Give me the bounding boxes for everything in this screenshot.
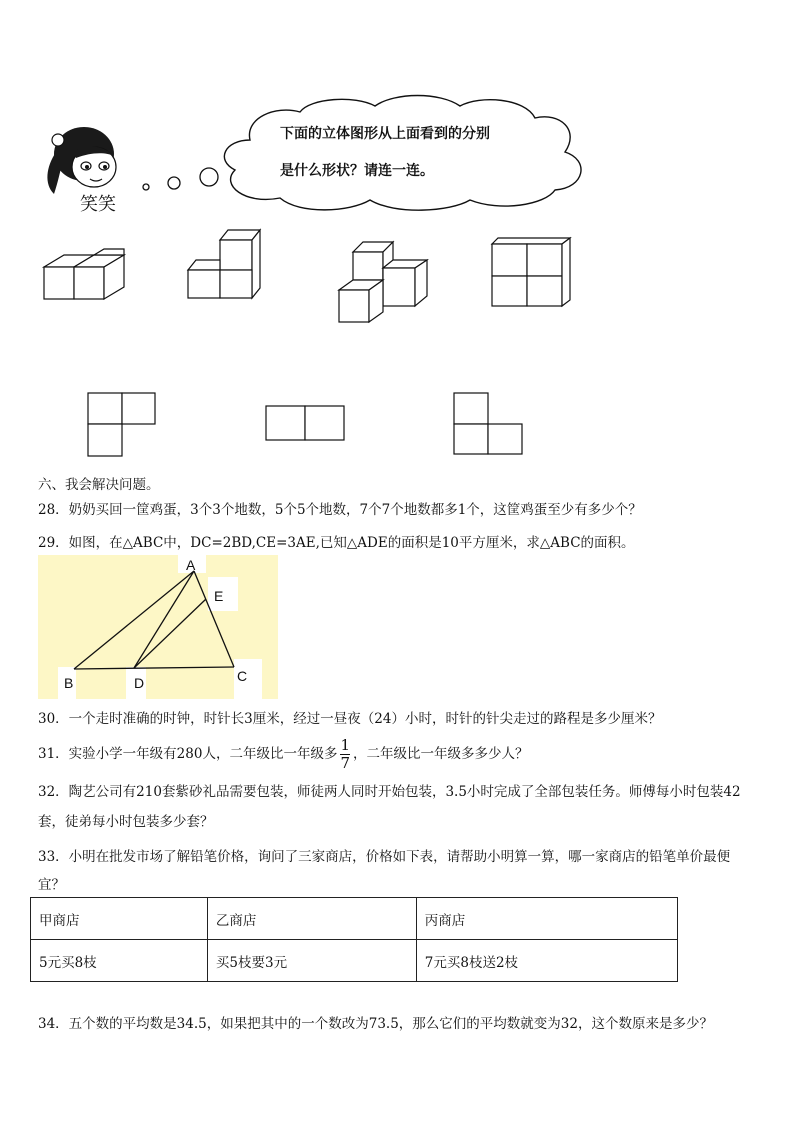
table-cell: 5元买8枝 [31,940,208,982]
vertex-label-b: B [64,675,74,691]
table-header-cell: 丙商店 [416,898,677,940]
vertex-label-c: C [237,668,248,684]
table-cell: 买5枝要3元 [207,940,416,982]
fraction-numerator: 1 [340,736,350,754]
question-32-line2: 套，徒弟每小时包装多少套？ [38,814,214,830]
girl-label: 笑笑 [80,194,116,215]
solid-figure-1 [44,245,124,301]
question-30: 30．一个走时准确的时钟，时针长3厘米，经过一昼夜（24）小时，时针的针尖走过的路程是多少厘米？ [38,711,662,727]
question-29: 29．如图，在△ABC中，DC=2BD,CE=3AE,已知△ADE的面积是10平方厘米，求△ABC的面积。 [38,535,635,551]
solid-figure-3 [339,238,429,324]
vertex-label-d: D [134,675,145,691]
cloud-text-line2: 是什么形状？请连一连。 [280,163,434,179]
cloud-outline [224,96,581,211]
table-row [31,940,678,982]
question-31-before: 31．实验小学一年级有280人，二年级比一年级多 [38,746,338,762]
top-view-shape-2 [266,406,346,442]
top-view-shape-1 [88,393,158,457]
solid-figure-2 [188,228,268,302]
table-header-cell: 乙商店 [207,898,416,940]
question-33-line2: 宜？ [38,877,65,893]
cloud-text-line1: 下面的立体图形从上面看到的分别 [280,126,490,142]
top-view-shape-3 [454,393,524,455]
table-cell: 7元买8枝送2枝 [416,940,677,982]
bubble-small [143,184,149,190]
price-table [30,897,678,982]
table-header-row [31,898,678,940]
question-32-line1: 32．陶艺公司有210套紫砂礼品需要包装，师徒两人同时开始包装，3.5小时完成了全部包装任务。师傅每小时包装42 [38,784,741,800]
solid-figure-4 [492,236,572,308]
question-28: 28．奶奶买回一筐鸡蛋，3个3个地数，5个5个地数，7个7个地数都多1个，这筐鸡蛋至少有多少个？ [38,502,642,518]
bubble-medium [168,177,180,189]
question-34: 34．五个数的平均数是34.5，如果把其中的一个数改为73.5，那么它们的平均数就变为32，这个数原来是多少？ [38,1016,713,1032]
vertex-label-a: A [186,557,196,573]
fraction-denominator: 7 [340,754,350,772]
fraction-one-seventh [340,737,350,772]
vertex-label-e: E [214,588,224,604]
question-31 [38,737,529,772]
section-six-heading: 六、我会解决问题。 [38,477,160,493]
question-31-after: ，二年级比一年级多多少人？ [353,746,529,762]
bubble-large [200,168,218,186]
question-33-line1: 33．小明在批发市场了解铅笔价格，询问了三家商店，价格如下表，请帮助小明算一算，哪一家商店的铅笔单价最便 [38,849,731,865]
table-header-cell: 甲商店 [31,898,208,940]
